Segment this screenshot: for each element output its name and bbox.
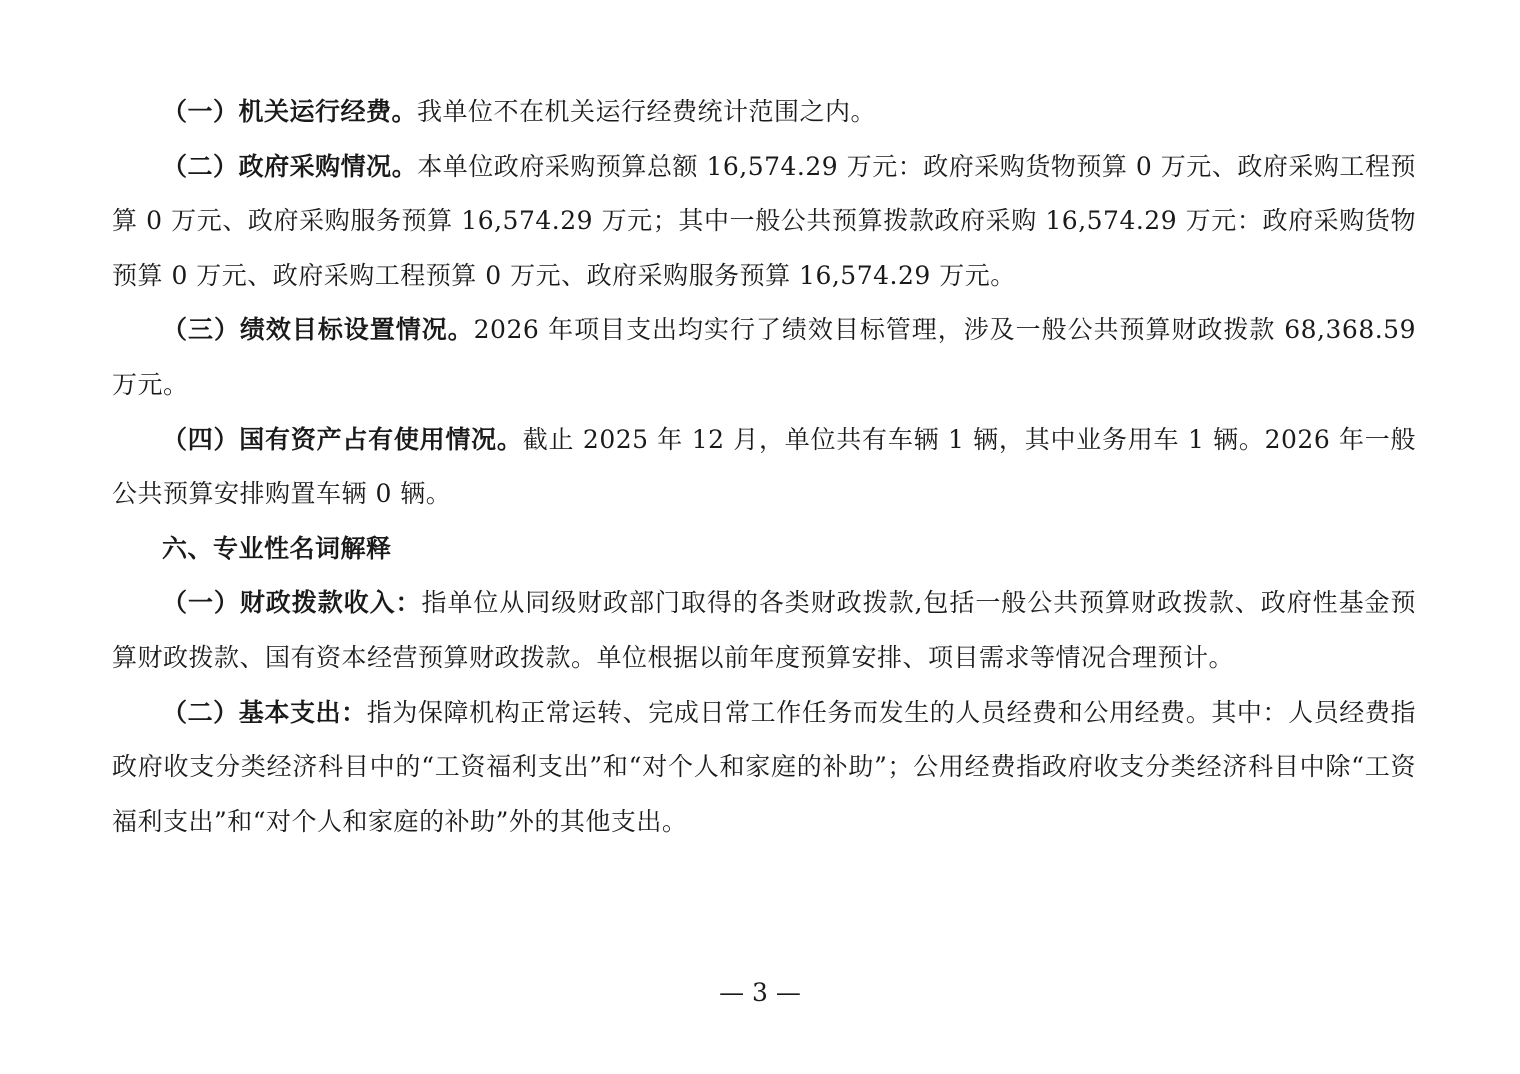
paragraph-text: 2026 年项目支出均实行了绩效目标管理，涉及一般公共预算财政拨款 68,368.59 万元。 xyxy=(112,315,1416,399)
definition-text: 指为保障机构正常运转、完成日常工作任务而发生的人员经费和公用经费。其中：人员经费指政府收支分类经济科目中的“工资福利支出”和“对个人和家庭的补助”；公用经费指政府收支分类经济科目中除“工资福利支出”和“对个人和家庭的补助”外的其他支出。 xyxy=(112,697,1416,836)
paragraph-lead: （四）国有资产占有使用情况。 xyxy=(162,424,523,454)
paragraph-lead: （一）机关运行经费。 xyxy=(162,97,418,126)
paragraph-government-procurement xyxy=(112,140,1416,304)
definition-text: 指单位从同级财政部门取得的各类财政拨款,包括一般公共预算财政拨款、政府性基金预算财政拨款、国有资本经营预算财政拨款。单位根据以前年度预算安排、项目需求等情况合理预计。 xyxy=(112,588,1416,672)
definition-fiscal-appropriation xyxy=(112,576,1416,685)
paragraph-performance-targets xyxy=(112,303,1416,412)
document-body xyxy=(112,85,1416,849)
paragraph-lead: （二）政府采购情况。 xyxy=(162,151,418,181)
section-heading: 六、专业性名词解释 xyxy=(162,533,392,563)
paragraph-state-assets xyxy=(112,413,1416,522)
paragraph-text: 截止 2025 年 12 月，单位共有车辆 1 辆，其中业务用车 1 辆。2026 年一般公共预算安排购置车辆 0 辆。 xyxy=(112,424,1416,509)
definition-lead: （一）财政拨款收入： xyxy=(162,588,422,618)
definition-lead: （二）基本支出： xyxy=(162,697,367,727)
definition-basic-expenditure xyxy=(112,686,1416,850)
paragraph-operating-expenses xyxy=(112,85,1416,140)
paragraph-text: 我单位不在机关运行经费统计范围之内。 xyxy=(417,97,877,126)
page-number: — 3 — xyxy=(719,978,801,1007)
paragraph-text: 本单位政府采购预算总额 16,574.29 万元：政府采购货物预算 0 万元、政府采购工程预算 0 万元、政府采购服务预算 16,574.29 万元；其中一般公共预算拨款政府采购 16,574.29 万元：政府采购货物预算 0 万元、政府采购工程预算 0 万元、政府采购服务预算 16,574.29 万元。 xyxy=(112,151,1416,290)
paragraph-lead: （三）绩效目标设置情况。 xyxy=(162,315,474,345)
